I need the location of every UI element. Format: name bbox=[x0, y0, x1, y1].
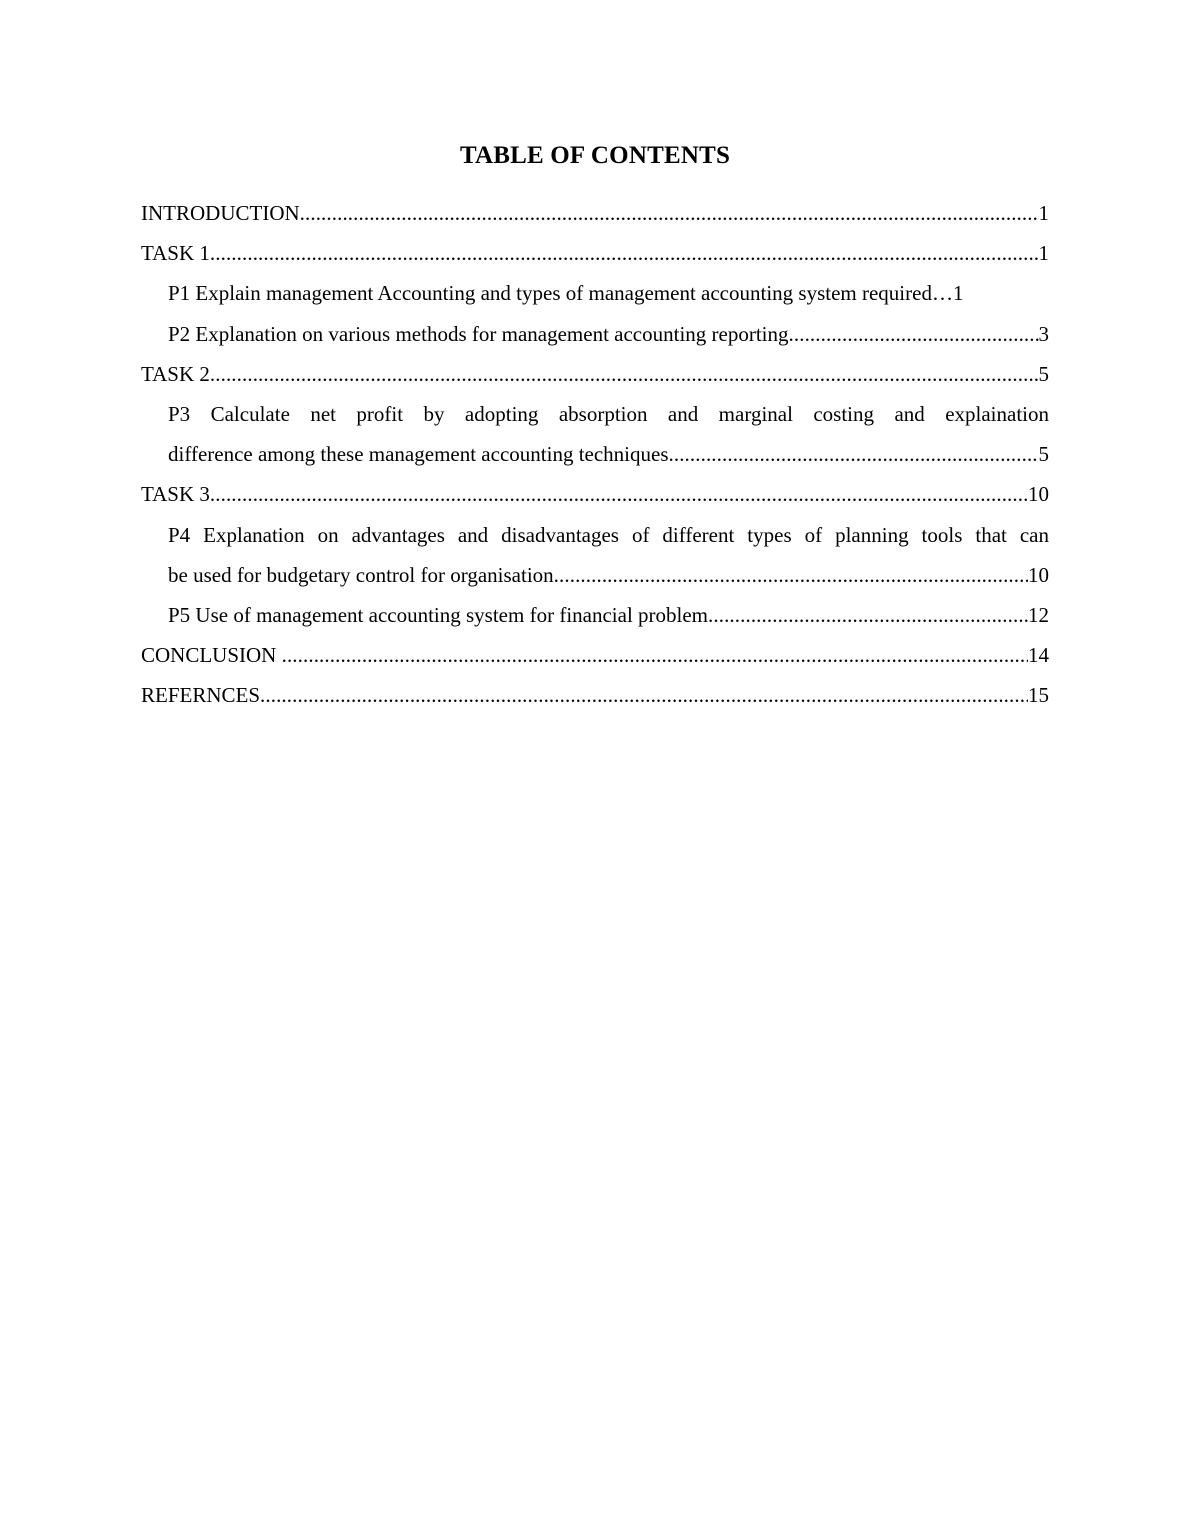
toc-page-number: 1 bbox=[1038, 201, 1049, 225]
toc-entry-task-2[interactable] bbox=[141, 354, 1049, 394]
toc-title: TABLE OF CONTENTS bbox=[459, 142, 731, 169]
toc-entry-label: CONCLUSION bbox=[141, 643, 282, 668]
toc-entry-p2[interactable] bbox=[141, 314, 1049, 354]
dot-leader bbox=[210, 233, 1039, 273]
toc-page-number: 14 bbox=[1028, 643, 1049, 668]
toc-page-number: 5 bbox=[1038, 442, 1049, 467]
dot-leader bbox=[708, 595, 1028, 635]
toc-entry-label: INTRODUCTION bbox=[141, 201, 300, 225]
toc-entry-label-line-1: P3 Calculate net profit by adopting absorption and marginal costing and explaination bbox=[168, 402, 1049, 427]
toc-entry-label: P2 Explanation on various methods for management accounting reporting bbox=[168, 321, 789, 346]
toc-entry-label: REFERNCES bbox=[141, 683, 261, 708]
toc-entry-task-1[interactable] bbox=[141, 233, 1049, 273]
dot-leader bbox=[789, 314, 1039, 354]
toc-page-number: 1 bbox=[1038, 241, 1049, 266]
toc-page-number: 10 bbox=[1028, 562, 1049, 587]
dot-leader bbox=[210, 474, 1028, 514]
dot-leader bbox=[300, 193, 1039, 233]
dot-leader bbox=[669, 434, 1039, 474]
toc-entry-p4[interactable] bbox=[141, 515, 1049, 595]
toc-entry-p5[interactable] bbox=[141, 595, 1049, 635]
toc-entry-label: TASK 2 bbox=[141, 361, 210, 386]
toc-entry-task-3[interactable] bbox=[141, 474, 1049, 514]
toc-page-number: 3 bbox=[1038, 321, 1049, 346]
toc-entry-label: difference among these management accounting techniques bbox=[168, 442, 669, 467]
dot-leader bbox=[282, 635, 1028, 675]
toc-entry-conclusion[interactable] bbox=[141, 635, 1049, 675]
toc-entry-label: P5 Use of management accounting system for financial problem bbox=[168, 603, 709, 628]
toc-entry-label: TASK 3 bbox=[141, 482, 210, 507]
toc-entry-references[interactable] bbox=[141, 675, 1049, 715]
toc-entry-label-line-1: P4 Explanation on advantages and disadvantages of different types of planning tools that can bbox=[168, 522, 1049, 547]
toc-page-number: 12 bbox=[1028, 603, 1049, 628]
toc-page-number: 1 bbox=[952, 281, 964, 306]
table-of-contents bbox=[141, 193, 1049, 716]
dot-leader bbox=[210, 354, 1039, 394]
toc-page-number: 10 bbox=[1028, 482, 1049, 507]
toc-entry-introduction[interactable] bbox=[141, 193, 1049, 233]
toc-page-number: 15 bbox=[1028, 683, 1049, 708]
toc-entry-label: P1 Explain management Accounting and types of management accounting system required bbox=[168, 281, 932, 306]
dot-leader bbox=[260, 675, 1028, 715]
dot-leader bbox=[554, 555, 1028, 595]
toc-entry-p1[interactable] bbox=[141, 273, 1049, 313]
toc-entry-continuation bbox=[168, 434, 1049, 474]
toc-entry-p3[interactable] bbox=[141, 394, 1049, 474]
toc-page-number: 5 bbox=[1038, 361, 1049, 386]
toc-entry-label: be used for budgetary control for organisation bbox=[168, 562, 554, 587]
toc-entry-label: TASK 1 bbox=[141, 241, 210, 266]
toc-entry-continuation bbox=[168, 555, 1049, 595]
ellipsis-leader: … bbox=[931, 281, 953, 306]
